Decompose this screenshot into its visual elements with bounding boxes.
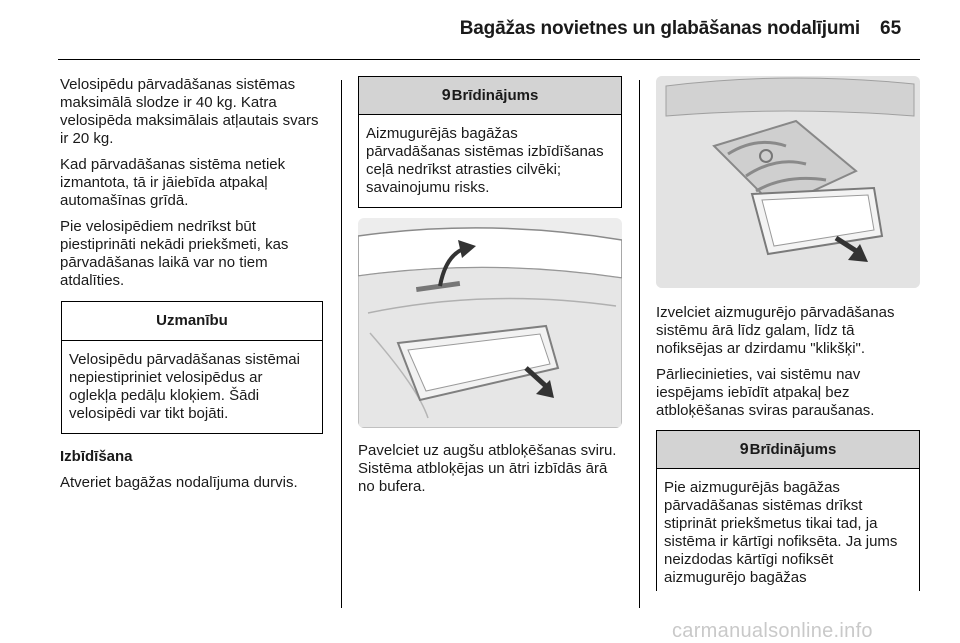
release-lever-illustration — [358, 218, 622, 428]
section-subheading: Izbīdīšana — [60, 448, 133, 465]
image-caption: Pavelciet uz augšu atbloķēšanas sviru. Sistēma atbloķējas un ātri izbīdās ārā no bufera. — [358, 442, 617, 495]
watermark: carmanualsonline.info — [672, 620, 873, 642]
warning-icon: 9 — [739, 441, 749, 458]
column-3 — [656, 76, 922, 591]
column-divider-1 — [341, 80, 342, 608]
paragraph: Izvelciet aizmugurējo pārvadāšanas sistēmu ārā līdz galam, līdz tā nofiksējas ar dzirdamu "klikšķi". — [656, 304, 895, 357]
header-divider — [58, 59, 920, 60]
warning-header — [657, 431, 919, 469]
paragraph: Atveriet bagāžas nodalījuma durvis. — [60, 474, 298, 491]
warning-box — [358, 76, 622, 208]
illustration-release-lever — [358, 218, 622, 428]
page-title: Bagāžas novietnes un glabāšanas nodalījumi — [459, 18, 860, 39]
warning-box-continued — [656, 430, 920, 591]
warning-title: Brīdinājums — [451, 87, 539, 104]
warning-icon: 9 — [441, 87, 451, 104]
paragraph: Kad pārvadāšanas sistēma netiek izmantota, tā ir jāiebīda atpakaļ automašīnas grīdā. — [60, 156, 286, 209]
paragraph: Velosipēdu pārvadāšanas sistēmas maksimālā slodze ir 40 kg. Katra velosipēda maksimālais atļautais svars ir 20 kg. — [60, 76, 319, 147]
column-1 — [60, 76, 326, 500]
paragraph: Pie velosipēdiem nedrīkst būt piestiprināti nekādi priekšmeti, kas pārvadāšanas laikā var no tiem atdalīties. — [60, 218, 289, 289]
column-2 — [358, 76, 622, 504]
caution-text: Velosipēdu pārvadāšanas sistēmai nepiestipriniet velosipēdus ar oglekļa pedāļu kloķiem. Šādi velosipēdi var tikt bojāti. — [69, 351, 300, 422]
caution-box — [61, 301, 323, 434]
paragraph: Pārliecinieties, vai sistēmu nav iespējams iebīdīt atpakaļ bez atbloķēšanas sviras paraušanas. — [656, 366, 875, 419]
warning-title: Brīdinājums — [749, 441, 837, 458]
pull-out-illustration — [656, 76, 920, 288]
caution-title: Uzmanību — [62, 302, 322, 341]
warning-text: Pie aizmugurējās bagāžas pārvadāšanas sistēmas drīkst stiprināt priekšmetus tikai tad, ja sistēma ir kārtīgi nofiksēta. Ja jums neizdodas kārtīgi nofiksēt aizmugurējo bagāžas — [664, 479, 898, 586]
column-divider-2 — [639, 80, 640, 608]
warning-header — [359, 77, 621, 115]
warning-text: Aizmugurējās bagāžas pārvadāšanas sistēmas izbīdīšanas ceļā nedrīkst atrasties cilvēki; savainojumu risks. — [366, 125, 604, 196]
illustration-pull-out — [656, 76, 920, 288]
page-number: 65 — [880, 18, 902, 39]
